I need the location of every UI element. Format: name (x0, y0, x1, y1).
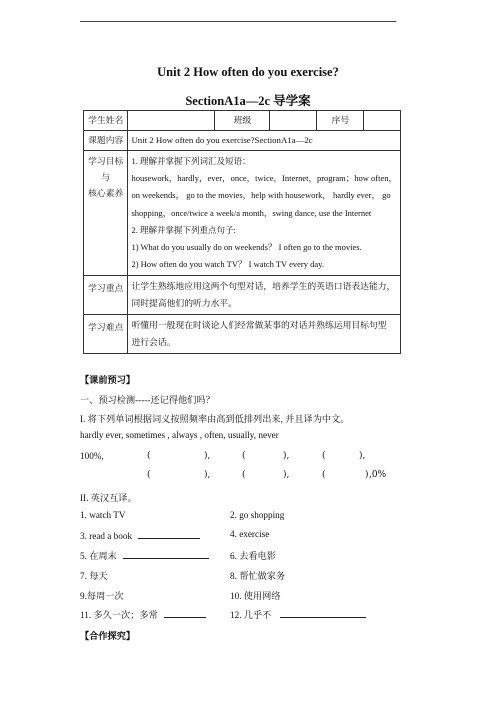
seat-field[interactable] (364, 111, 401, 131)
goal-line: housework，hardly，ever，once，twice，Internet，program；how often， (131, 173, 397, 184)
translation-item-label: 12. 几乎不 (230, 610, 272, 620)
goal-label-line: 与 (101, 172, 111, 182)
class-field[interactable] (270, 111, 317, 131)
goal-line: shopping，once/twice a week/a month，swing dance, use the Internet (131, 207, 372, 218)
difficulty-line: 听懂用一般现在时谈论人们经常做某事的对话并熟练运用目标句型 (131, 320, 387, 331)
translation-item: 7. 每天 (80, 571, 108, 581)
percent-0-label: ,0% (369, 470, 387, 480)
answer-open-paren: ( (242, 451, 246, 461)
answer-blank[interactable] (164, 608, 206, 618)
header-rule (80, 21, 396, 22)
answer-blank[interactable] (280, 608, 366, 618)
answer-open-paren: ( (242, 470, 246, 480)
goal-line: 1) What do you usually do on weekends？ I often go to the movies. (131, 242, 362, 253)
key-line: 同时提高他们的听力水平。 (131, 298, 238, 309)
translation-item: 8. 帮忙做家务 (230, 571, 286, 581)
answer-blank[interactable] (138, 529, 200, 539)
preview-heading: 【课前预习】 (80, 375, 136, 385)
answer-close-paren: ), (204, 451, 211, 461)
goal-label-line: 核心素养 (88, 188, 124, 198)
translation-item: 2. go shopping (230, 510, 285, 520)
answer-close-paren: ) (365, 470, 369, 480)
translation-item-label: 3. read a book (80, 531, 133, 541)
answer-open-paren: ( (147, 451, 151, 461)
answer-close-paren: ), (283, 451, 290, 461)
answer-open-paren: ( (322, 470, 326, 480)
answer-open-paren: ( (147, 470, 151, 480)
translation-item-label: 5. 在周末 (80, 551, 117, 561)
answer-close-paren: ), (204, 470, 211, 480)
difficulty-line: 进行会话。 (131, 337, 176, 348)
goal-line: 2. 理解并掌握下列重点句子: (131, 224, 236, 235)
section-one-title: 一、预习检测-----还记得他们吗？ (80, 395, 215, 405)
goal-label (84, 151, 128, 276)
goal-label-line: 学习目标 (88, 156, 124, 166)
answer-close-paren: ), (359, 451, 366, 461)
goal-content (128, 151, 401, 276)
key-line: 让学生熟练地应用这两个句型对话，培养学生的英语口语表达能力， (131, 281, 396, 292)
translation-item: 1. watch TV (80, 510, 126, 520)
answer-close-paren: ), (283, 470, 290, 480)
word-list: hardly ever, sometimes , always , often, usually, never (80, 430, 279, 440)
cooperate-heading: 【合作探究】 (80, 631, 136, 641)
class-label: 班级 (215, 111, 270, 131)
page-title: Unit 2 How often do you exercise? (157, 65, 339, 79)
percent-100-label: 100%, (80, 451, 104, 461)
answer-open-paren: ( (322, 451, 326, 461)
translation-item: 9.每周一次 (80, 591, 124, 601)
key-content (128, 276, 401, 315)
translation-item (80, 607, 206, 621)
key-label: 学习重点 (84, 276, 128, 315)
goal-line: 2) How often do you watch TV？ I watch TV every day. (131, 259, 324, 270)
translation-item (230, 607, 366, 621)
translation-item (80, 548, 209, 562)
translation-item: 4. exercise (230, 529, 270, 539)
translation-item: 10. 使用网络 (230, 591, 281, 601)
translation-item: 6. 去看电影 (230, 551, 276, 561)
seat-label: 序号 (317, 111, 364, 131)
part-two-instruction: II. 英汉互译。 (80, 493, 137, 503)
answer-blank[interactable] (123, 549, 209, 559)
student-name-field[interactable] (128, 111, 215, 131)
difficulty-label: 学习难点 (84, 315, 128, 354)
goal-line: on weekends， go to the movies，help with housework， hardly ever， go (131, 190, 391, 201)
part-one-instruction: I. 将下列单词根据词义按照频率由高到低排列出来, 并且译为中文。 (80, 414, 350, 424)
course-label: 课题内容 (84, 131, 128, 151)
goal-line: 1. 理解并掌握下列词汇及短语： (131, 156, 251, 166)
difficulty-content (128, 315, 401, 354)
translation-item-label: 11. 多久一次；多常 (80, 610, 158, 620)
course-value: Unit 2 How often do you exercise?SectionA1a—2c (128, 131, 401, 151)
page-subtitle: SectionA1a—2c 导学案 (185, 94, 311, 108)
info-table (83, 110, 401, 354)
student-name-label: 学生姓名 (84, 111, 128, 131)
translation-item (80, 529, 200, 541)
